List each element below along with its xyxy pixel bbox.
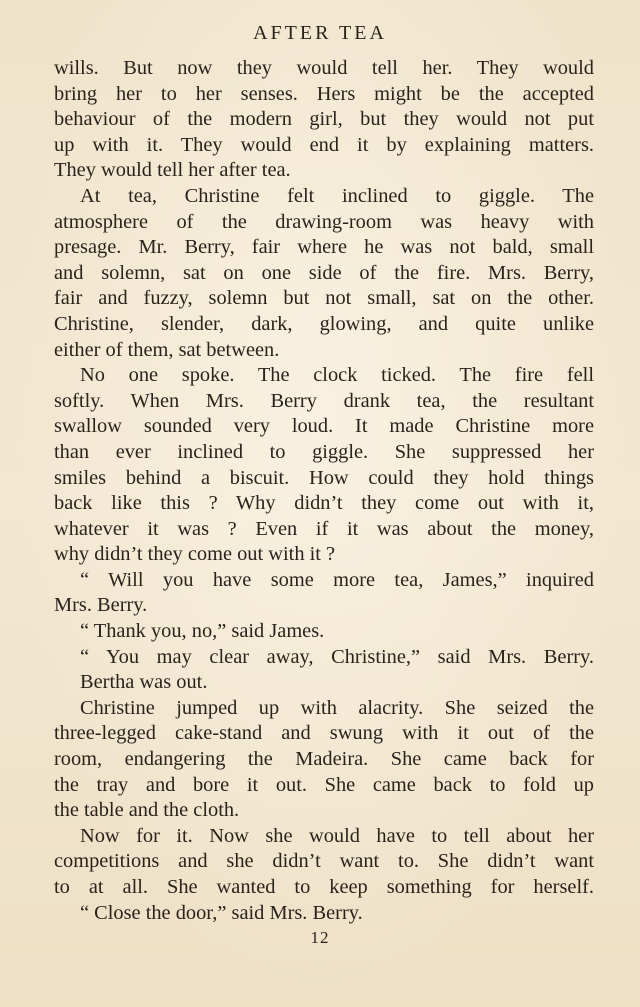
text-line: They would tell her after tea. (54, 159, 291, 182)
text-line: whatever it was ? Even if it was about the money, (54, 517, 594, 540)
text-line: Now for it. Now she would have to tell about her (80, 824, 594, 847)
text-line: why didn’t they come out with it ? (54, 543, 336, 566)
text-line: than ever inclined to giggle. She suppressed her (54, 440, 594, 463)
text-line: smiles behind a biscuit. How could they hold things (54, 466, 594, 489)
text-line: swallow sounded very loud. It made Christine more (54, 415, 594, 438)
text-line: Christine, slender, dark, glowing, and quite unlike (54, 312, 594, 335)
text-line: presage. Mr. Berry, fair where he was not bald, small (54, 236, 594, 259)
body-text (54, 56, 594, 926)
page-number: 12 (310, 928, 330, 947)
text-line: fair and fuzzy, solemn but not small, sat on the other. (54, 287, 594, 310)
text-line: to at all. She wanted to keep something for herself. (54, 876, 594, 898)
text-line: Christine jumped up with alacrity. She seized the (80, 696, 594, 719)
text-line: three-legged cake-stand and swung with it out of the (54, 722, 594, 745)
running-head: AFTER TEA (253, 22, 387, 44)
text-line: Mrs. Berry. (54, 594, 148, 617)
text-line: softly. When Mrs. Berry drank tea, the resultant (54, 389, 594, 412)
text-line: “ Will you have some more tea, James,” inquired (80, 568, 594, 591)
text-line: the table and the cloth. (54, 799, 240, 822)
text-line: “ Thank you, no,” said James. (80, 620, 325, 643)
text-line: competitions and she didn’t want to. She didn’t want (54, 850, 594, 873)
text-line: the tray and bore it out. She came back to fold up (54, 773, 594, 796)
text-line: “ You may clear away, Christine,” said Mrs. Berry. (80, 645, 594, 668)
text-line: up with it. They would end it by explaining matters. (54, 133, 594, 156)
text-line: and solemn, sat on one side of the fire. Mrs. Berry, (54, 261, 594, 284)
text-line: room, endangering the Madeira. She came back for (54, 748, 594, 771)
text-line: behaviour of the modern girl, but they would not put (54, 108, 594, 131)
text-line: Bertha was out. (80, 671, 208, 694)
text-line: wills. But now they would tell her. They would (54, 57, 594, 79)
text-line: “ Close the door,” said Mrs. Berry. (80, 901, 363, 924)
text-line: bring her to her senses. Hers might be the accepted (54, 82, 594, 105)
text-line: atmosphere of the drawing-room was heavy with (54, 210, 594, 233)
text-line: At tea, Christine felt inclined to giggle. The (80, 184, 594, 207)
text-line: either of them, sat between. (54, 338, 280, 361)
text-line: No one spoke. The clock ticked. The fire fell (80, 364, 594, 387)
text-line: back like this ? Why didn’t they come out with it, (54, 492, 594, 515)
